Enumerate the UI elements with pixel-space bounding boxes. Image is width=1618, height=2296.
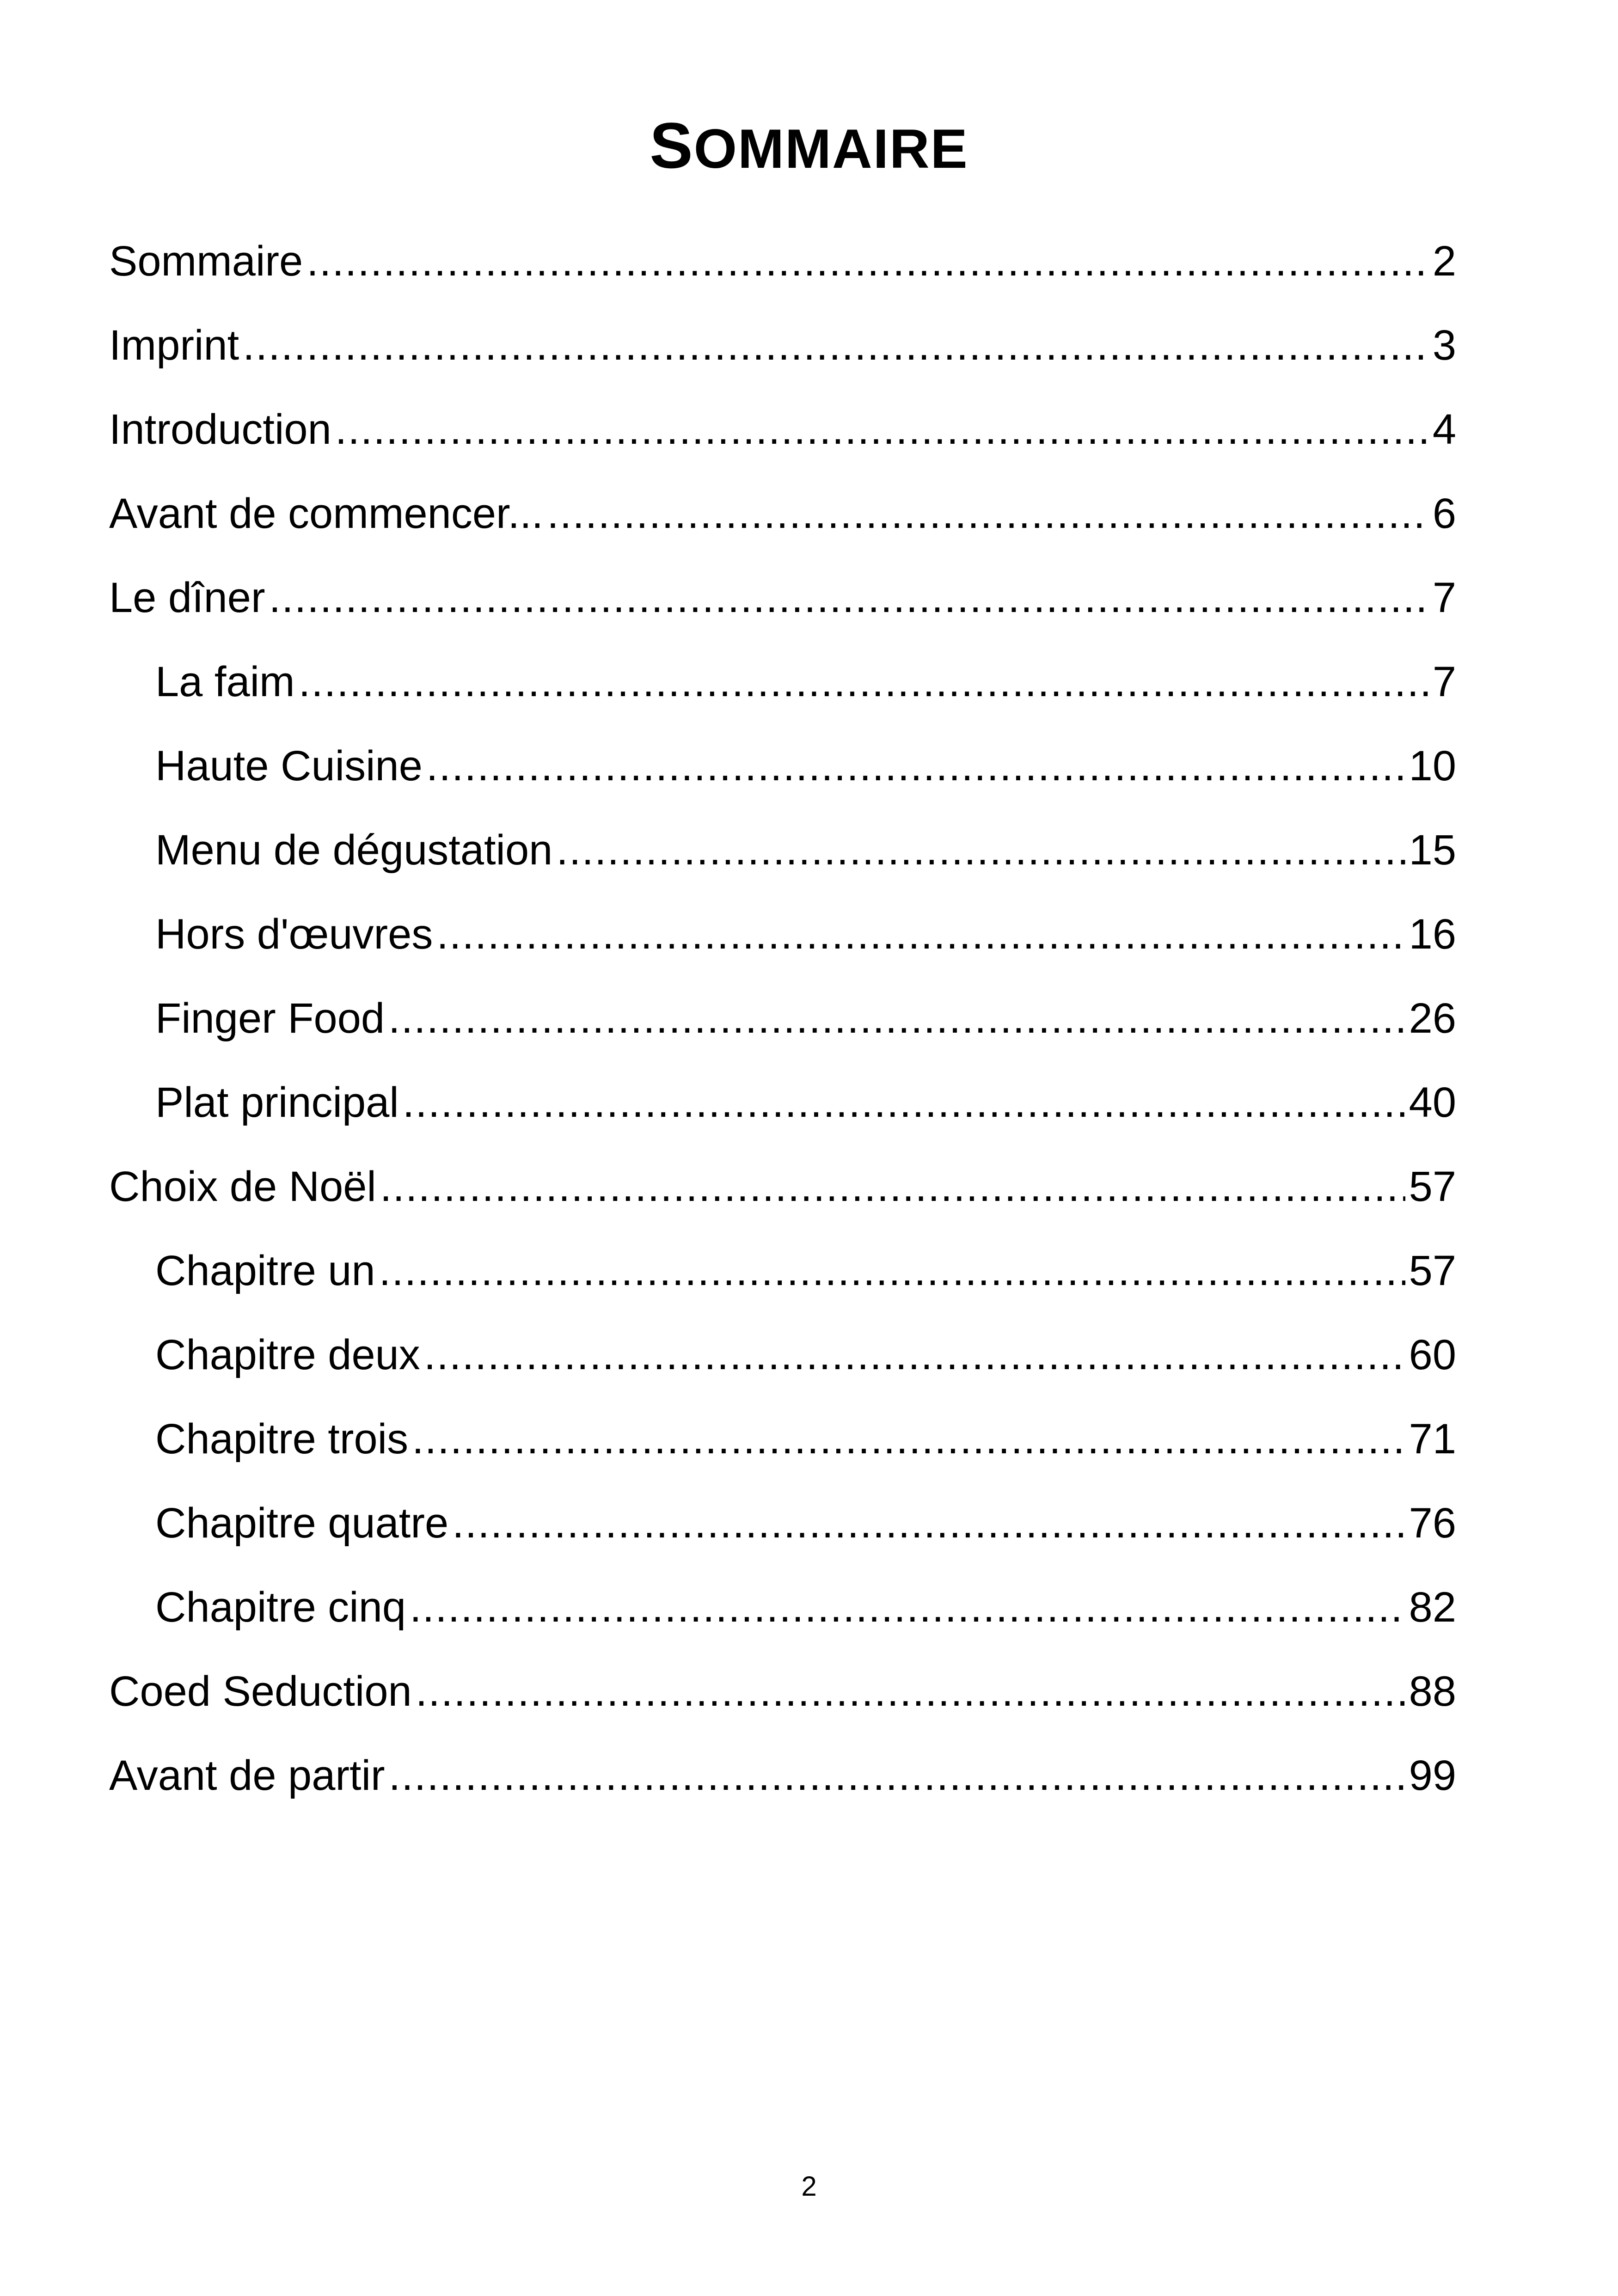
toc-entry-label: Introduction xyxy=(109,406,331,453)
toc-entry-page: 99 xyxy=(1409,1752,1456,1799)
toc-entry-coed-seduction[interactable] xyxy=(109,1664,1456,1719)
toc-entry-label: Hors d'œuvres xyxy=(155,911,433,958)
toc-entry-label: Chapitre cinq xyxy=(155,1584,406,1631)
toc-entry-page: 15 xyxy=(1409,827,1456,874)
toc-entry-label: Avant de partir xyxy=(109,1752,385,1799)
toc-entry-label: Finger Food xyxy=(155,995,385,1042)
toc-entry-avant-de-commencer[interactable] xyxy=(109,486,1456,541)
toc-entry-hors-doeuvres[interactable] xyxy=(155,906,1456,962)
footer-page-number: 2 xyxy=(801,2171,817,2202)
toc-entry-page: 57 xyxy=(1409,1247,1456,1294)
toc-entry-page: 3 xyxy=(1432,322,1456,369)
toc-entry-label: Chapitre quatre xyxy=(155,1500,449,1547)
toc-dot-leader xyxy=(547,486,1429,541)
toc-entry-label: Chapitre un xyxy=(155,1247,375,1294)
toc-entry-page: 2 xyxy=(1432,238,1456,285)
toc-entry-chapitre-deux[interactable] xyxy=(155,1327,1456,1383)
toc-entry-label: Choix de Noël xyxy=(109,1163,376,1210)
toc-entry-page: 40 xyxy=(1409,1079,1456,1126)
toc-entry-page: 6 xyxy=(1432,490,1456,537)
toc-entry-avant-de-partir[interactable] xyxy=(109,1748,1456,1803)
toc-entry-label: Menu de dégustation xyxy=(155,827,553,874)
toc-dot-leader xyxy=(306,233,1429,289)
toc-entry-label: Chapitre trois xyxy=(155,1415,409,1463)
toc-dot-leader xyxy=(424,1327,1405,1383)
toc-dot-leader xyxy=(335,402,1429,457)
toc-dot-leader xyxy=(389,1748,1405,1803)
toc-entry-page: 7 xyxy=(1432,574,1456,621)
toc-entry-label: Coed Seduction xyxy=(109,1668,412,1715)
toc-entry-page: 76 xyxy=(1409,1500,1456,1547)
toc-dot-leader xyxy=(388,991,1405,1046)
toc-dot-leader xyxy=(243,318,1429,373)
toc-dot-leader xyxy=(269,570,1429,625)
toc-dot-leader xyxy=(380,1159,1405,1214)
toc-entry-sommaire[interactable] xyxy=(109,233,1456,289)
toc-dot-leader xyxy=(403,1075,1405,1130)
toc-entry-page: 82 xyxy=(1409,1584,1456,1631)
toc-entry-label: Sommaire xyxy=(109,238,303,285)
toc-dot-leader xyxy=(436,906,1405,962)
toc-entry-label: Le dîner xyxy=(109,574,265,621)
toc-entry-label: Haute Cuisine xyxy=(155,742,423,790)
toc-entry-finger-food[interactable] xyxy=(155,991,1456,1046)
toc-dot-leader xyxy=(412,1411,1405,1467)
toc-entry-chapitre-quatre[interactable] xyxy=(155,1495,1456,1551)
toc-dot-leader xyxy=(299,654,1429,710)
toc-dot-leader xyxy=(452,1495,1405,1551)
toc-entry-label: Plat principal xyxy=(155,1079,399,1126)
toc-entry-page: 60 xyxy=(1409,1331,1456,1378)
toc-entry-page: 26 xyxy=(1409,995,1456,1042)
toc-entry-page: 16 xyxy=(1409,911,1456,958)
toc-entry-chapitre-cinq[interactable] xyxy=(155,1580,1456,1635)
toc-entry-page: 71 xyxy=(1409,1415,1456,1463)
toc-dot-leader xyxy=(426,738,1405,794)
toc-entry-label: Avant de commencer... xyxy=(109,490,544,537)
toc-entry-chapitre-trois[interactable] xyxy=(155,1411,1456,1467)
page-title-first-letter: S xyxy=(650,109,694,182)
toc-entry-page: 57 xyxy=(1409,1163,1456,1210)
toc-entry-plat-principal[interactable] xyxy=(155,1075,1456,1130)
toc-entry-menu-de-degustation[interactable] xyxy=(155,822,1456,878)
toc-entry-label: Imprint xyxy=(109,322,239,369)
toc-dot-leader xyxy=(416,1664,1405,1719)
toc-entry-haute-cuisine[interactable] xyxy=(155,738,1456,794)
page-title-rest: OMMAIRE xyxy=(693,118,968,180)
toc-entry-page: 88 xyxy=(1409,1668,1456,1715)
toc-entry-label: La faim xyxy=(155,658,295,705)
toc-entry-la-faim[interactable] xyxy=(155,654,1456,710)
toc-entry-page: 7 xyxy=(1432,658,1456,705)
toc-entry-page: 4 xyxy=(1432,406,1456,453)
toc-dot-leader xyxy=(410,1580,1405,1635)
toc-entry-introduction[interactable] xyxy=(109,402,1456,457)
toc-entry-le-diner[interactable] xyxy=(109,570,1456,625)
toc-entry-label: Chapitre deux xyxy=(155,1331,420,1378)
toc-entry-choix-de-noel[interactable] xyxy=(109,1159,1456,1214)
toc-dot-leader xyxy=(556,822,1405,878)
toc-entry-page: 10 xyxy=(1409,742,1456,790)
toc-entry-chapitre-un[interactable] xyxy=(155,1243,1456,1298)
toc-dot-leader xyxy=(379,1243,1405,1298)
toc-entry-imprint[interactable] xyxy=(109,318,1456,373)
